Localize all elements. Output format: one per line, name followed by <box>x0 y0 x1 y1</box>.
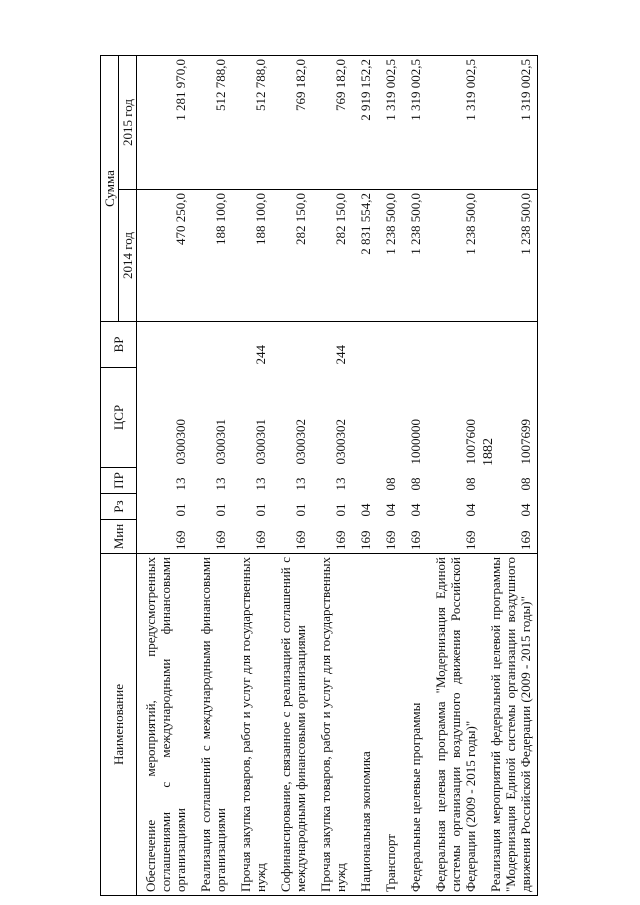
row-rz: 04 <box>463 503 478 517</box>
header-csr: ЦСР <box>101 368 137 468</box>
row-sum-2014: 188 100,0 <box>232 190 272 322</box>
row-sum-2014: 1 238 500,0 <box>402 190 427 322</box>
row-pr: 08 <box>463 477 478 491</box>
row-pr: 13 <box>253 477 268 491</box>
row-name: Национальная экономика <box>352 554 377 896</box>
header-rz: Рз <box>101 494 137 520</box>
row-vr <box>272 322 312 368</box>
row-csr: 0300301 <box>253 419 268 465</box>
row-min: 169 <box>383 530 398 550</box>
row-pr: 13 <box>293 477 308 491</box>
row-min: 169 <box>213 530 228 550</box>
row-csr <box>352 368 377 468</box>
row-rz: 04 <box>482 494 538 520</box>
row-pr: 08 <box>408 477 423 491</box>
row-sum-2015: 2 919 152,2 <box>352 56 377 190</box>
table-row <box>352 56 377 896</box>
row-rz: 01 <box>253 503 268 517</box>
row-sum-2014: 1 238 500,0 <box>427 190 482 322</box>
row-csr: 0300301 <box>213 419 228 465</box>
row-sum-2014: 470 250,0 <box>137 190 193 322</box>
row-name: Прочая закупка товаров, работ и услуг для государственных нужд <box>232 554 272 896</box>
row-vr <box>137 322 193 368</box>
header-2014: 2014 год <box>119 190 137 322</box>
page-number: 1882 <box>481 438 496 466</box>
row-name: Обеспечение мероприятий, предусмотренных соглашениями с международными финансовыми организациями <box>137 554 193 896</box>
header-2015: 2015 год <box>119 56 137 190</box>
row-csr: 1007699 <box>482 368 538 468</box>
row-csr: 1000000 <box>408 419 423 465</box>
row-vr <box>402 322 427 368</box>
row-sum-2014: 282 150,0 <box>312 190 352 322</box>
row-pr: 08 <box>383 477 398 491</box>
row-sum-2015: 769 182,0 <box>272 56 312 190</box>
header-pr: ПР <box>101 468 137 494</box>
row-pr: 13 <box>333 477 348 491</box>
row-sum-2015: 769 182,0 <box>312 56 352 190</box>
row-sum-2015: 512 788,0 <box>192 56 232 190</box>
row-name: Реализация соглашений с международными финансовыми организациями <box>192 554 232 896</box>
row-rz: 01 <box>293 503 308 517</box>
row-vr: 244 <box>312 322 352 368</box>
table-row <box>312 56 352 896</box>
table-row <box>377 56 402 896</box>
row-csr: 0300302 <box>333 419 348 465</box>
table-row <box>427 56 482 896</box>
row-vr: 244 <box>232 322 272 368</box>
table-row <box>232 56 272 896</box>
row-sum-2015: 1 281 970,0 <box>137 56 193 190</box>
budget-table <box>100 55 538 896</box>
row-rz: 04 <box>383 503 398 517</box>
row-csr: 0300302 <box>293 419 308 465</box>
row-pr: 08 <box>482 468 538 494</box>
row-sum-2015: 1 319 002,5 <box>427 56 482 190</box>
row-name: Федеральные целевые программы <box>402 554 427 896</box>
row-sum-2015: 1 319 002,5 <box>402 56 427 190</box>
table-row <box>137 56 193 896</box>
header-vr: ВР <box>101 322 137 368</box>
row-rz: 01 <box>333 503 348 517</box>
table-header <box>101 56 137 896</box>
table-row <box>272 56 312 896</box>
row-min: 169 <box>293 530 308 550</box>
row-min: 169 <box>173 530 188 550</box>
row-sum-2015: 1 319 002,5 <box>377 56 402 190</box>
row-name: Федеральная целевая программа "Модернизация Единой системы организации воздушного движения Российской Федерации (2009 - 2015 годы)" <box>427 554 482 896</box>
row-min: 169 <box>463 530 478 550</box>
row-name: Прочая закупка товаров, работ и услуг для государственных нужд <box>312 554 352 896</box>
row-min: 169 <box>333 530 348 550</box>
row-pr: 13 <box>173 477 188 491</box>
row-rz: 04 <box>358 503 373 517</box>
row-min: 169 <box>358 530 373 550</box>
row-min: 169 <box>253 530 268 550</box>
row-min: 169 <box>408 530 423 550</box>
table-row <box>482 56 538 896</box>
row-csr: 1007600 <box>463 419 478 465</box>
row-name: Реализация мероприятий федеральной целевой программы "Модернизация Единой системы организации воздушного движения Российской Федерации (2009 - 2015 годы)" <box>482 554 538 896</box>
table-row <box>192 56 232 896</box>
header-name: Наименование <box>101 554 137 896</box>
table-body <box>137 56 538 896</box>
row-sum-2014: 282 150,0 <box>272 190 312 322</box>
row-csr <box>377 368 402 468</box>
row-sum-2014: 1 238 500,0 <box>482 190 538 322</box>
rotated-table-container <box>100 56 640 896</box>
row-sum-2015: 1 319 002,5 <box>482 56 538 190</box>
row-pr: 13 <box>213 477 228 491</box>
row-vr <box>352 322 377 368</box>
header-min: Мин <box>101 520 137 554</box>
row-sum-2014: 188 100,0 <box>192 190 232 322</box>
row-rz: 01 <box>173 503 188 517</box>
header-summa: Сумма <box>101 56 119 322</box>
row-rz: 01 <box>213 503 228 517</box>
row-vr <box>427 322 482 368</box>
row-vr <box>377 322 402 368</box>
row-rz: 04 <box>408 503 423 517</box>
row-vr <box>192 322 232 368</box>
row-pr <box>352 468 377 494</box>
row-name: Транспорт <box>377 554 402 896</box>
row-min: 169 <box>482 520 538 554</box>
table-row <box>402 56 427 896</box>
row-sum-2014: 1 238 500,0 <box>377 190 402 322</box>
row-vr <box>482 322 538 368</box>
row-name: Софинансирование, связанное с реализацией соглашений с международными финансовыми организациями <box>272 554 312 896</box>
row-csr: 0300300 <box>173 419 188 465</box>
row-sum-2015: 512 788,0 <box>232 56 272 190</box>
row-sum-2014: 2 831 554,2 <box>352 190 377 322</box>
